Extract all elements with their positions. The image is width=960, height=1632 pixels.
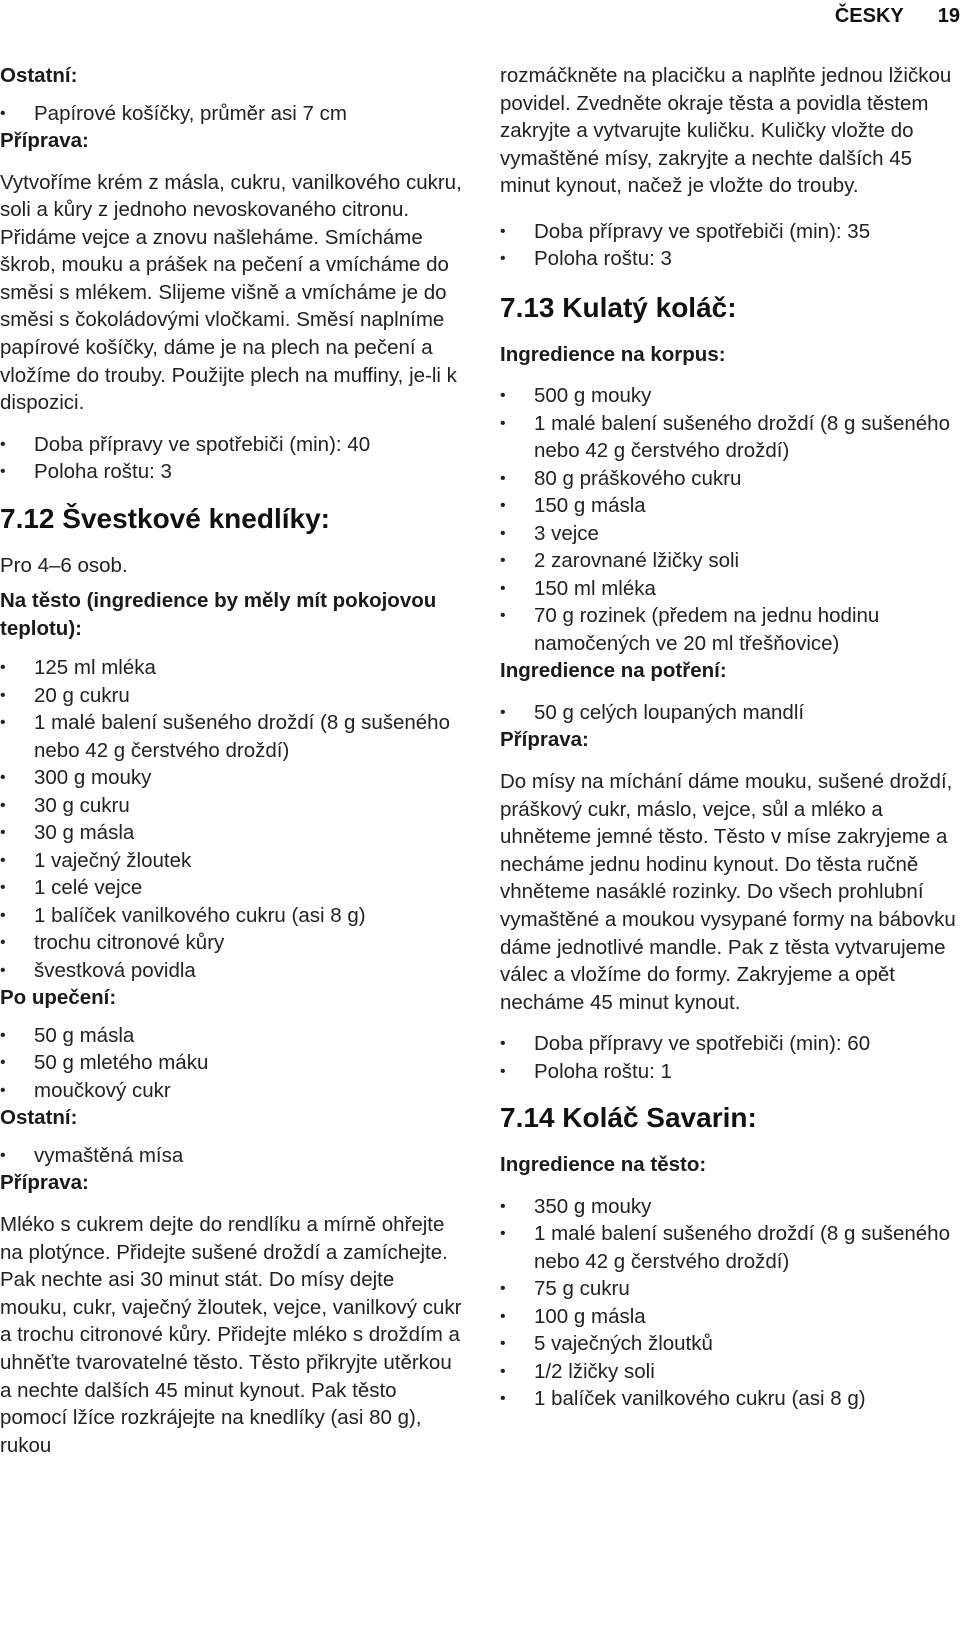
- korpus-label: Ingredience na korpus:: [500, 342, 726, 366]
- list-item: • 150 ml mléka: [500, 575, 960, 603]
- list-item: • 1 vaječný žloutek: [0, 847, 462, 875]
- list-item: • 1 malé balení sušeného droždí (8 g sušeného nebo 42 g čerstvého droždí): [500, 1220, 960, 1275]
- list-item: • 1 celé vejce: [0, 874, 462, 902]
- language-label: ČESKY: [834, 5, 904, 27]
- left-column: [0, 62, 462, 1459]
- list-item: • 1 balíček vanilkového cukru (asi 8 g): [500, 1385, 960, 1413]
- list-item: • 1 balíček vanilkového cukru (asi 8 g): [0, 902, 462, 930]
- section-heading-7-13: 7.13 Kulatý koláč:: [500, 291, 737, 323]
- po-upeceni-label: Po upečení:: [0, 986, 117, 1010]
- page-header: [835, 4, 960, 28]
- list-item: • 20 g cukru: [0, 682, 462, 710]
- ostatni-list: [0, 100, 462, 128]
- priprava-text: Vytvoříme krém z másla, cukru, vanilkového cukru, soli a kůry z jednoho nevoskovaného citronu. Přidáme vejce a znovu našleháme. Smícháme škrob, mouku a prášek na pečení a vmícháme do směsi s mlékem. Slijeme višně a vmícháme je do směsi s čokoládovými vločkami. Směsí naplníme papírové košíčky, dáme je na plech na pečení a vložíme do trouby. Použijte plech na muffiny, je-li k dispozici.: [0, 170, 462, 415]
- testo-list: [0, 654, 462, 984]
- right-column: [500, 62, 960, 1413]
- list-item: • 500 g mouky: [500, 382, 960, 410]
- list-item: • vymaštěná mísa: [0, 1142, 462, 1170]
- priprava-label-3: Příprava:: [500, 728, 589, 752]
- priprava-label: Příprava:: [0, 129, 89, 152]
- list-item: • 100 g másla: [500, 1303, 960, 1331]
- list-item: • 50 g celých loupaných mandlí: [500, 699, 960, 727]
- potreni-label: Ingredience na potření:: [500, 659, 727, 683]
- testo714-list: [500, 1193, 960, 1413]
- list-item: • 1 malé balení sušeného droždí (8 g sušeného nebo 42 g čerstvého droždí): [500, 410, 960, 465]
- list-item: • 1 malé balení sušeného droždí (8 g sušeného nebo 42 g čerstvého droždí): [0, 709, 462, 764]
- ostatni-label-2: Ostatní:: [0, 1106, 78, 1130]
- list-item: • trochu citronové kůry: [0, 929, 462, 957]
- po-upeceni-list: [0, 1022, 462, 1105]
- potreni-list: [500, 699, 960, 727]
- settings-list: [0, 431, 462, 486]
- section-heading-7-14: 7.14 Koláč Savarin:: [500, 1102, 757, 1134]
- testo714-label: Ingredience na těsto:: [500, 1153, 707, 1177]
- list-item: • 75 g cukru: [500, 1275, 960, 1303]
- list-item: • Doba přípravy ve spotřebiči (min): 35: [500, 218, 960, 246]
- priprava-text-2: Mléko s cukrem dejte do rendlíku a mírně ohřejte na plotýnce. Přidejte sušené droždí a zamíchejte. Pak nechte asi 30 minut stát. Do mísy dejte mouku, cukr, vaječný žloutek, vejce, vanilkový cukr a trochu citronové kůry. Přidejte mléko s droždím a uhněťte tvarovatelné těsto. Těsto přikryjte utěrkou a nechte dalších 45 minut kynout. Pak těsto pomocí lžíce rozkrájejte na knedlíky (asi 80 g), rukou: [0, 1212, 462, 1457]
- list-item: • švestková povidla: [0, 957, 462, 985]
- section-heading-7-12: 7.12 Švestkové knedlíky:: [0, 502, 330, 534]
- settings-list-7-13: [500, 1030, 960, 1085]
- priprava-label-2: Příprava:: [0, 1171, 89, 1195]
- list-item: • Doba přípravy ve spotřebiči (min): 60: [500, 1030, 960, 1058]
- ostatni-list-2: [0, 1142, 462, 1170]
- page-number: 19: [937, 5, 960, 27]
- korpus-list: [500, 382, 960, 657]
- list-item: • moučkový cukr: [0, 1077, 462, 1105]
- list-item: • 30 g cukru: [0, 792, 462, 820]
- list-item: • 5 vaječných žloutků: [500, 1330, 960, 1358]
- list-item: • 300 g mouky: [0, 764, 462, 792]
- list-item: • 80 g práškového cukru: [500, 465, 960, 493]
- list-item: • 2 zarovnané lžičky soli: [500, 547, 960, 575]
- list-item: • Doba přípravy ve spotřebiči (min): 40: [0, 431, 462, 459]
- settings-list-7-12: [500, 218, 960, 273]
- priprava-text-3: Do mísy na míchání dáme mouku, sušené droždí, práškový cukr, máslo, vejce, sůl a mléko a uhněteme jemné těsto. Těsto v míse zakryjeme a necháme jednu hodinu kynout. Do těsta ručně vhněteme nasáklé rozinky. Do všech prohlubní vymaštěné a moukou vysypané formy na bábovku dáme jednotlivé mandle. Pak z těsta vytvarujeme válec a vložíme do formy. Zakryjeme a opět necháme 45 minut kynout.: [500, 769, 956, 1014]
- list-item: • Poloha roštu: 1: [500, 1058, 960, 1086]
- continuation-text: rozmáčkněte na placičku a naplňte jednou lžičkou povidel. Zvedněte okraje těsta a povidla těstem zakryjte a vytvarujte kuličku. Kuličky vložte do vymaštěné mísy, zakryjte a nechte dalších 45 minut kynout, načež je vložte do trouby.: [500, 64, 952, 198]
- testo-label: Na těsto (ingredience by měly mít pokojovou teplotu):: [0, 589, 437, 640]
- list-item: • Poloha roštu: 3: [500, 245, 960, 273]
- list-item: • 1/2 lžičky soli: [500, 1358, 960, 1386]
- servings-text: Pro 4–6 osob.: [0, 553, 128, 577]
- list-item: • 125 ml mléka: [0, 654, 462, 682]
- list-item: • Poloha roštu: 3: [0, 458, 462, 486]
- list-item: • 150 g másla: [500, 492, 960, 520]
- list-item: • 50 g mletého máku: [0, 1049, 462, 1077]
- list-item: • 350 g mouky: [500, 1193, 960, 1221]
- list-item: • 3 vejce: [500, 520, 960, 548]
- list-item: • 70 g rozinek (předem na jednu hodinu namočených ve 20 ml třešňovice): [500, 602, 960, 657]
- list-item: • 50 g másla: [0, 1022, 462, 1050]
- list-item: • 30 g másla: [0, 819, 462, 847]
- list-item: • Papírové košíčky, průměr asi 7 cm: [0, 100, 462, 128]
- ostatni-label: Ostatní:: [0, 64, 78, 87]
